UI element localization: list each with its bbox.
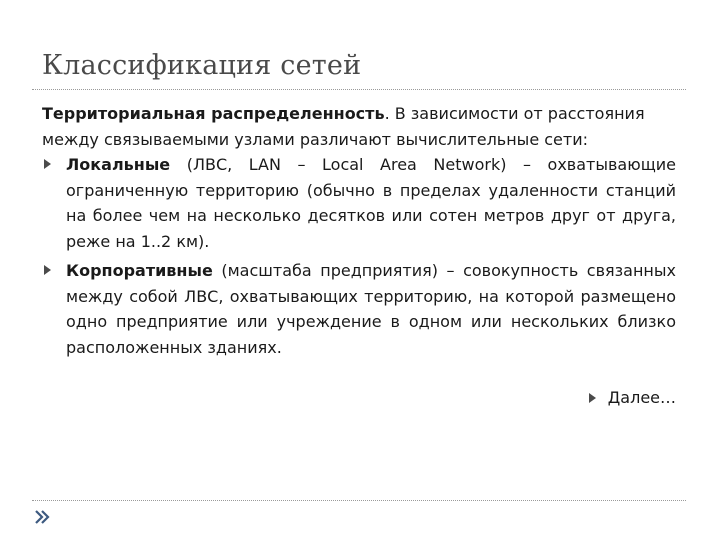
triangle-right-icon — [44, 265, 51, 275]
bullet-term: Локальные — [66, 155, 171, 174]
slide-title: Классификация сетей — [42, 50, 362, 81]
intro-bold-term: Территориальная распределенность — [42, 104, 385, 123]
chevron-double-right-icon[interactable] — [34, 509, 50, 525]
bullet-text: (ЛВС, LAN – Local Area Network) – охватывающие ограниченную территорию (обычно в пределах удаленности станций на более чем на несколько десятков или сотен метров друг от друга, реже на 1..2 км). — [66, 155, 676, 251]
title-divider — [32, 89, 686, 90]
slide-content — [42, 101, 676, 360]
bullet-local — [42, 152, 676, 254]
next-link-label: Далее… — [607, 388, 676, 407]
footer-divider — [32, 500, 686, 501]
bullet-term: Корпоративные — [66, 261, 213, 280]
bullet-text: (масштаба предприятия) – совокупность связанных между собой ЛВС, охватывающих территорию, на которой размещено одно предприятие или учреждение в одном или нескольких близко расположенных зданиях. — [66, 261, 676, 357]
triangle-right-icon — [44, 159, 51, 169]
intro-paragraph — [42, 101, 676, 152]
next-link[interactable] — [589, 385, 676, 410]
intro-text: . В зависимости от расстояния между связываемыми узлами различают вычислительные сети: — [42, 104, 645, 149]
bullet-corporate — [42, 258, 676, 360]
triangle-right-icon — [589, 393, 596, 403]
